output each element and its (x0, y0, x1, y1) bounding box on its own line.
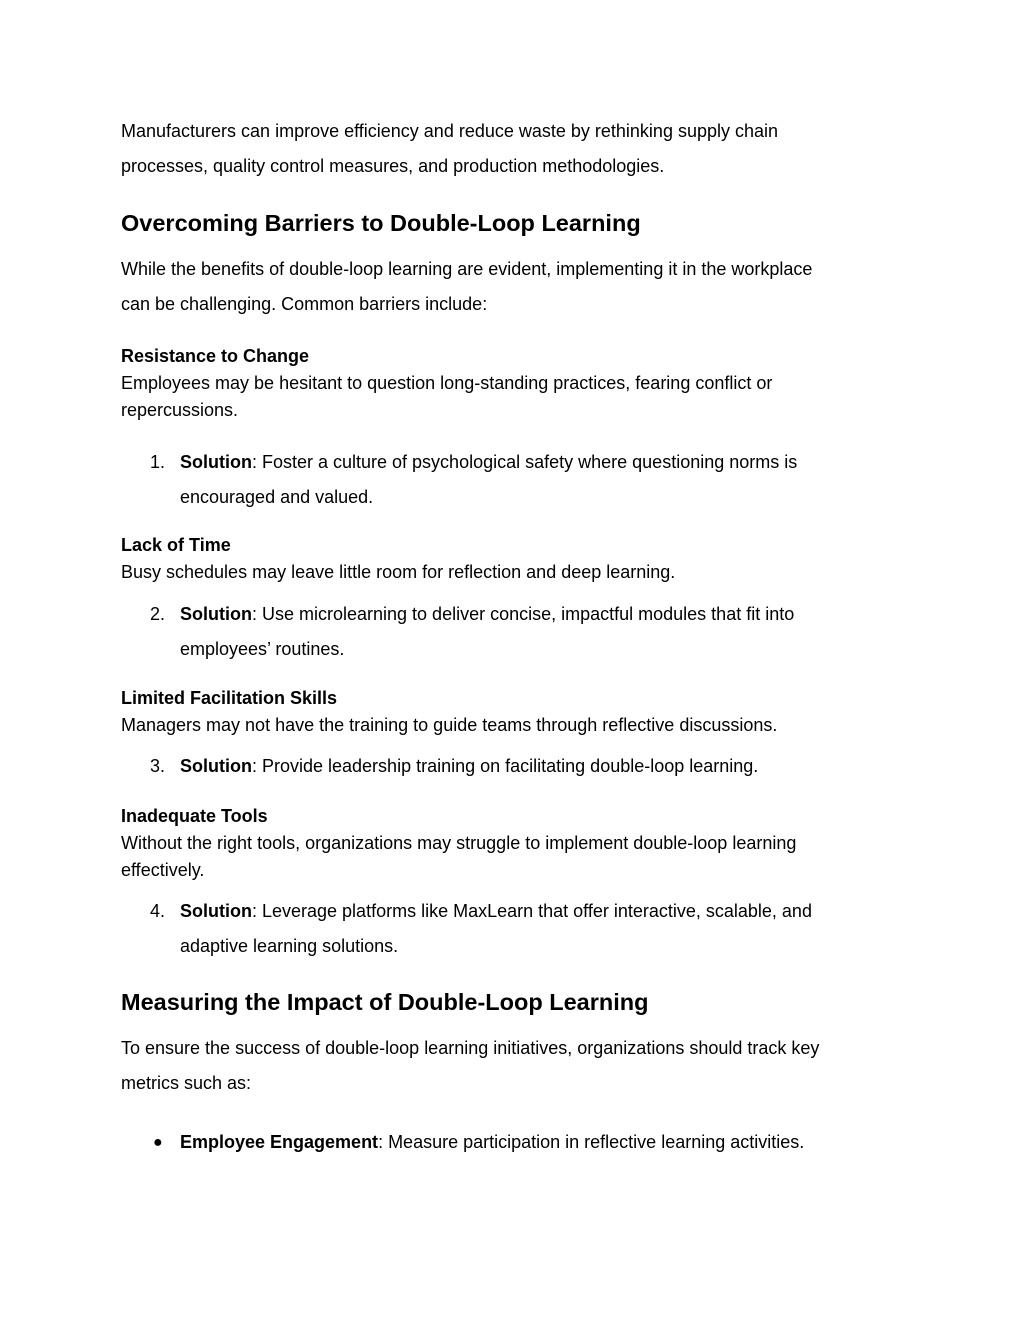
solution-text (180, 894, 812, 964)
list-number: 2. (150, 604, 166, 624)
section-heading-barriers: Overcoming Barriers to Double-Loop Learning (121, 210, 641, 236)
barrier-desc-line-1: Without the right tools, organizations may struggle to implement double-loop learning (121, 833, 797, 853)
solution-label: Solution (180, 756, 252, 776)
solution-label: Solution (180, 452, 252, 472)
solution-line-2: adaptive learning solutions. (180, 936, 399, 956)
barrier-title: Limited Facilitation Skills (121, 688, 338, 708)
intro-line-1: Manufacturers can improve efficiency and reduce waste by rethinking supply chain (121, 121, 779, 141)
metric-list-item (121, 1125, 921, 1160)
solution-line-2: employees’ routines. (180, 639, 345, 659)
solution-text (180, 597, 794, 667)
intro-line-2: processes, quality control measures, and production methodologies. (121, 156, 665, 176)
barrier-desc-line-1: Busy schedules may leave little room for reflection and deep learning. (121, 562, 676, 582)
barrier-desc-line-1: Employees may be hesitant to question long-standing practices, fearing conflict or (121, 373, 773, 393)
solution-line-1: : Use microlearning to deliver concise, impactful modules that fit into (251, 604, 795, 624)
solution-line-1: : Provide leadership training on facilitating double-loop learning. (251, 756, 759, 776)
solution-text (180, 749, 758, 784)
section2-para-line-2: metrics such as: (121, 1073, 252, 1093)
section1-para-line-2: can be challenging. Common barriers include: (121, 294, 488, 314)
metric-label: Employee Engagement (180, 1132, 379, 1152)
list-number: 3. (150, 756, 166, 776)
metric-description: : Measure participation in reflective learning activities. (378, 1132, 805, 1152)
solution-line-1: : Leverage platforms like MaxLearn that offer interactive, scalable, and (251, 901, 812, 921)
list-number: 1. (150, 452, 166, 472)
solution-label: Solution (180, 604, 252, 624)
barrier-title: Resistance to Change (121, 346, 310, 366)
metric-text (180, 1125, 804, 1160)
barrier-title: Lack of Time (121, 535, 231, 555)
barrier-desc-line-1: Managers may not have the training to guide teams through reflective discussions. (121, 715, 778, 735)
section1-para-line-1: While the benefits of double-loop learning are evident, implementing it in the workplace (121, 259, 813, 279)
solution-list-item (121, 597, 921, 667)
solution-line-2: encouraged and valued. (180, 487, 374, 507)
solution-label: Solution (180, 901, 252, 921)
solution-list-item (121, 894, 921, 964)
solution-list-item (121, 445, 921, 515)
section-heading-measuring: Measuring the Impact of Double-Loop Learning (121, 989, 649, 1015)
section2-para-line-1: To ensure the success of double-loop learning initiatives, organizations should track key (121, 1038, 820, 1058)
barrier-desc-line-2: effectively. (121, 860, 205, 880)
list-number: 4. (150, 901, 166, 921)
solution-list-item (121, 749, 921, 784)
solution-text (180, 445, 797, 515)
barrier-desc-line-2: repercussions. (121, 400, 239, 420)
barrier-title: Inadequate Tools (121, 806, 268, 826)
solution-line-1: : Foster a culture of psychological safety where questioning norms is (251, 452, 798, 472)
bullet-icon: ● (153, 1134, 163, 1151)
